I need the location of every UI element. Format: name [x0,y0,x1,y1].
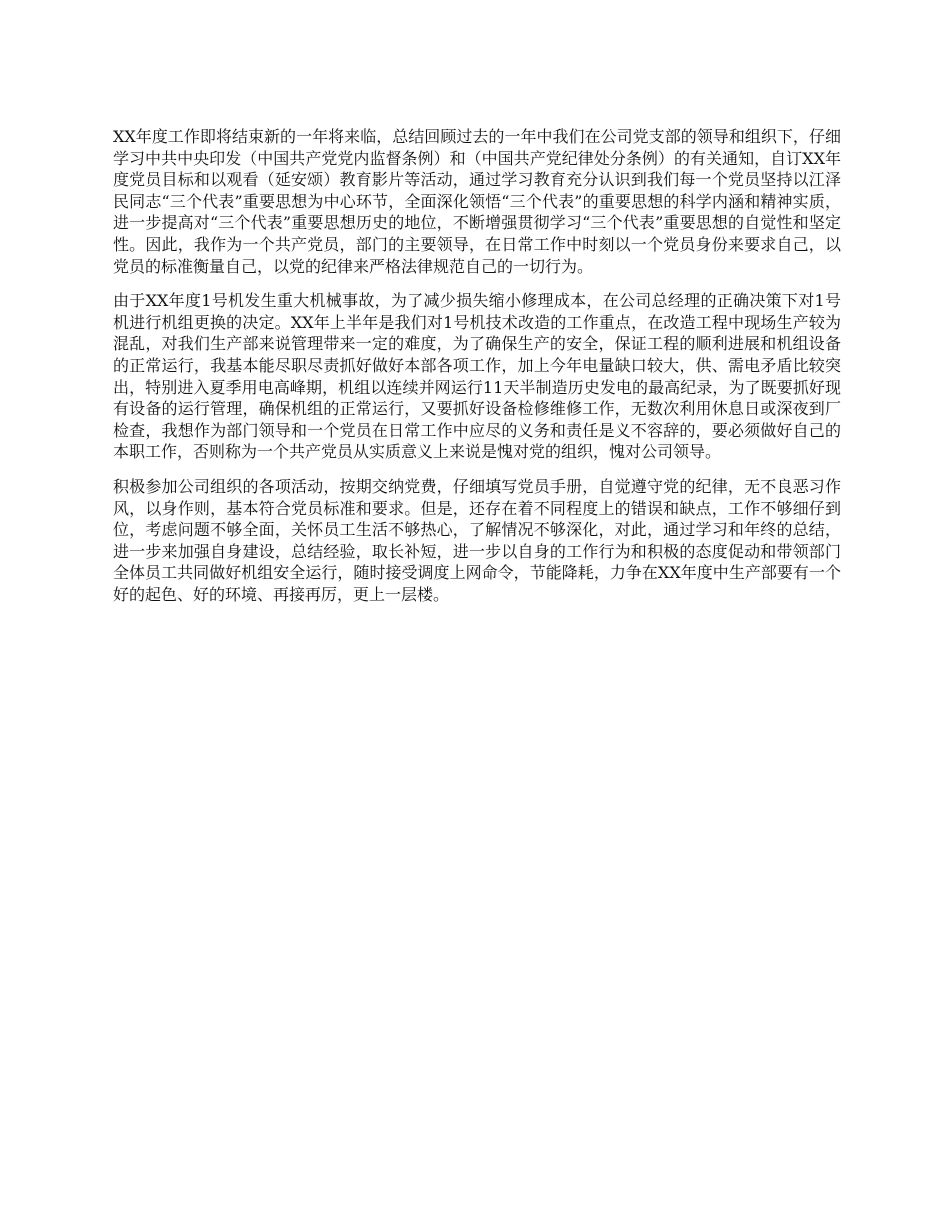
document-body [113,126,841,618]
paragraph-2: 由于XX年度1号机发生重大机械事故，为了减少损失缩小修理成本，在公司总经理的正确决策下对1号机进行机组更换的决定。XX年上半年是我们对1号机技术改造的工作重点，在改造工程中现场生产较为混乱，对我们生产部来说管理带来一定的难度，为了确保生产的安全，保证工程的顺利进展和机组设备的正常运行，我基本能尽职尽责抓好做好本部各项工作，加上今年电量缺口较大，供、需电矛盾比较突出，特别进入夏季用电高峰期，机组以连续并网运行11天半制造历史发电的最高纪录，为了既要抓好现有设备的运行管理，确保机组的正常运行，又要抓好设备检修维修工作，无数次利用休息日或深夜到厂检查，我想作为部门领导和一个党员在日常工作中应尽的义务和责任是义不容辞的，要必须做好自己的本职工作，否则称为一个共产党员从实质意义上来说是愧对党的组织，愧对公司领导。 [113,291,841,462]
paragraph-3: 积极参加公司组织的各项活动，按期交纳党费，仔细填写党员手册，自觉遵守党的纪律，无不良恶习作风，以身作则，基本符合党员标准和要求。但是，还存在着不同程度上的错误和缺点，工作不够细仔到位，考虑问题不够全面，关怀员工生活不够热心，了解情况不够深化，对此，通过学习和年终的总结，进一步来加强自身建设，总结经验，取长补短，进一步以自身的工作行为和积极的态度促动和带领部门全体员工共同做好机组安全运行，随时接受调度上网命令，节能降耗，力争在XX年度中生产部要有一个好的起色、好的环境、再接再厉，更上一层楼。 [113,476,841,604]
paragraph-1: XX年度工作即将结束新的一年将来临，总结回顾过去的一年中我们在公司党支部的领导和组织下，仔细学习中共中央印发（中国共产党党内监督条例）和（中国共产党纪律处分条例）的有关通知，自订XX年度党员目标和以观看（延安颂）教育影片等活动，通过学习教育充分认识到我们每一个党员坚持以江泽民同志“三个代表”重要思想为中心环节，全面深化领悟“三个代表”的重要思想的科学内涵和精神实质，进一步提高对“三个代表”重要思想历史的地位，不断增强贯彻学习“三个代表”重要思想的自觉性和坚定性。因此，我作为一个共产党员，部门的主要领导，在日常工作中时刻以一个党员身份来要求自己，以党员的标准衡量自己，以党的纪律来严格法律规范自己的一切行为。 [113,127,841,276]
